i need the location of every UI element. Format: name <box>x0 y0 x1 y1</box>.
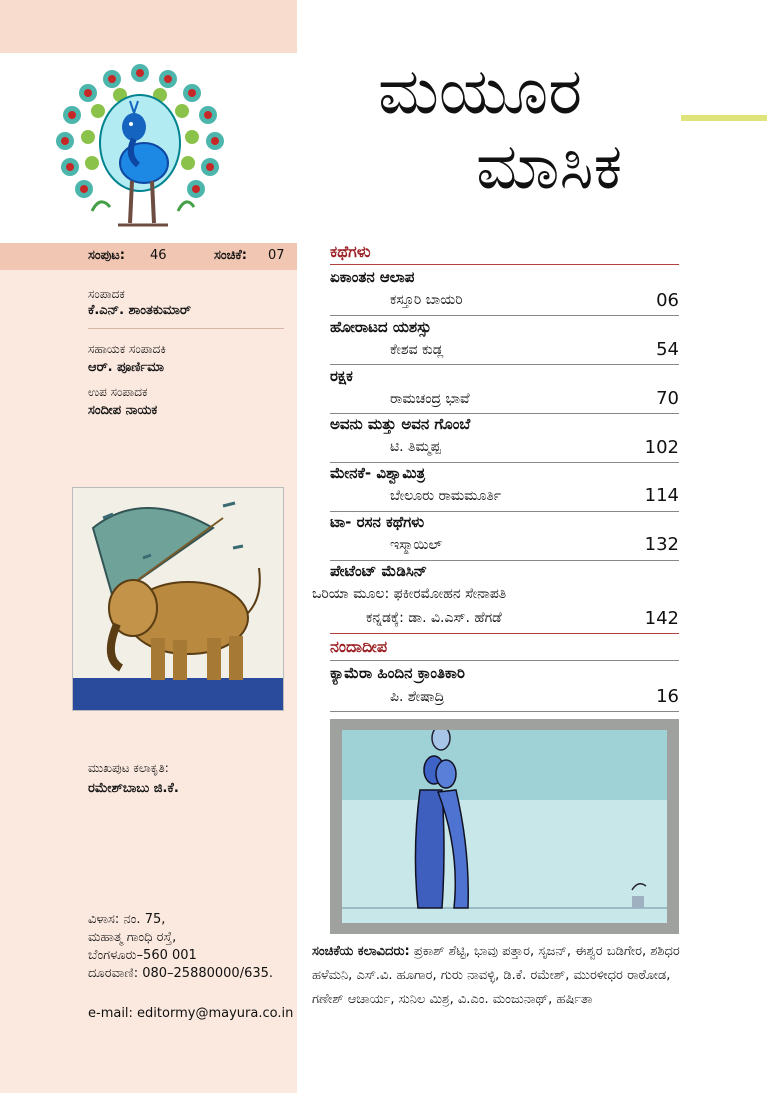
figures-painting <box>342 730 667 923</box>
stories-heading-rule <box>330 264 679 265</box>
assistant-editor-name: ಆರ್. ಪೂರ್ಣಿಮಾ <box>88 360 165 375</box>
issue-artists <box>312 940 684 1012</box>
toc-divider <box>330 413 679 414</box>
toc-divider <box>330 462 679 463</box>
assistant-editor-role: ಸಹಾಯಕ ಸಂಪಾದಕಿ <box>88 342 166 356</box>
inside-artwork-frame <box>330 719 679 934</box>
nandadeepa-heading-rule <box>330 660 679 661</box>
toc-page-number: 70 <box>656 388 679 409</box>
sidebar-top-band <box>0 0 297 53</box>
toc-title: ಏಕಾಂತನ ಆಲಾಪ <box>330 268 415 286</box>
toc-page-number: 102 <box>644 437 679 458</box>
toc-title: ಮೇನಕೆ- ವಿಶ್ವಾಮಿತ್ರ <box>330 464 426 482</box>
toc-divider <box>330 633 679 634</box>
toc-author-original: ಒರಿಯಾ ಮೂಲ: ಫಕೀರಮೋಹನ ಸೇನಾಪತಿ <box>312 586 507 602</box>
cover-art-label: ಮುಖಪುಟ ಕಲಾಕೃತಿ: <box>88 761 169 775</box>
toc-divider <box>330 711 679 712</box>
sidebar-divider <box>88 328 284 329</box>
cover-artwork-elephant <box>72 487 284 711</box>
sub-editor-role: ಉಪ ಸಂಪಾದಕ <box>88 385 148 399</box>
toc-page-number: 142 <box>644 608 679 629</box>
toc-page-number: 06 <box>656 290 679 311</box>
toc-divider <box>330 560 679 561</box>
address-line-2: ಮಹಾತ್ಮ ಗಾಂಧಿ ರಸ್ತೆ, <box>88 930 177 945</box>
toc-title: ರಕ್ಷಕ <box>330 367 353 385</box>
elephant-painting <box>73 488 283 710</box>
toc-author: ಕೇಶವ ಕುಡ್ಲ <box>390 342 444 358</box>
cover-artist-name: ರಮೇಶ್‌ಬಾಬು ಜಿ.ಕೆ. <box>88 781 179 796</box>
toc-page-number: 132 <box>644 534 679 555</box>
toc-title: ಕ್ಯಾಮೆರಾ ಹಿಂದಿನ ಕ್ರಾಂತಿಕಾರಿ <box>330 664 465 682</box>
toc-title: ಟಾ- ರಸನ ಕಥೆಗಳು <box>330 513 425 531</box>
toc-title: ಅವನು ಮತ್ತು ಅವನ ಗೊಂಬೆ <box>330 415 471 433</box>
stories-heading: ಕಥೆಗಳು <box>330 242 371 261</box>
address-line-1: ವಿಳಾಸ: ನಂ. 75, <box>88 912 166 927</box>
sub-editor-name: ಸಂದೀಪ ನಾಯಕ <box>88 403 158 418</box>
masthead-title-line1: ಮಯೂರ <box>378 55 583 129</box>
masthead-title-line2: ಮಾಸಿಕ <box>476 130 623 204</box>
email-address: e-mail: editormy@mayura.co.in <box>88 1006 294 1021</box>
toc-page-number: 16 <box>656 686 679 707</box>
toc-divider <box>330 364 679 365</box>
volume-issue-bar <box>0 243 297 270</box>
accent-green-rule <box>681 115 767 121</box>
toc-page-number: 54 <box>656 339 679 360</box>
issue-artists-label: ಸಂಚಿಕೆಯ ಕಲಾವಿದರು: <box>312 944 410 959</box>
peacock-logo <box>0 53 297 243</box>
phone-number: ದೂರವಾಣಿ: 080–25880000/635. <box>88 966 274 981</box>
toc-author: ಇಸ್ಮಾಯಿಲ್ <box>390 537 443 553</box>
issue-label: ಸಂಚಿಕೆ: <box>214 248 247 263</box>
toc-author: ಬೇಲೂರು ರಾಮಮೂರ್ತಿ <box>390 488 502 504</box>
address-line-3: ಬೆಂಗಳೂರು–560 001 <box>88 948 197 963</box>
peacock-icon <box>0 53 297 243</box>
toc-author: ಪಿ. ಶೇಷಾದ್ರಿ <box>390 689 445 705</box>
issue-artists-names: ಪ್ರಕಾಶ್ ಶೆಟ್ಟಿ, ಭಾವು ಪತ್ತಾರ, ಸೃಜನ್, ಈಶ್ವರ ಬಡಿಗೇರ, ಶಶಿಧರ ಹಳೆಮನಿ, ಎಸ್.ವಿ. ಹೂಗಾರ, ಗುರು ನಾವಳ್ಳಿ, ಡಿ.ಕೆ. ರಮೇಶ್, ಮುರಳೀಧರ ರಾಠೋಡ, ಗಣೇಶ್ ಆಚಾರ್ಯ, ಸುನಿಲ ಮಿಶ್ರ, ವಿ.ಎಂ. ಮಂಜುನಾಥ್, ಹರ್ಷಿತಾ <box>312 944 680 1007</box>
toc-author: ಕಸ್ತೂರಿ ಬಾಯರಿ <box>390 292 463 308</box>
toc-divider <box>330 315 679 316</box>
toc-divider <box>330 511 679 512</box>
nandadeepa-heading: ನಂದಾದೀಪ <box>330 637 388 656</box>
toc-author: ರಾಮಚಂದ್ರ ಭಾವೆ <box>390 391 470 407</box>
toc-author: ಟಿ. ತಿಮ್ಮಪ್ಪ <box>390 439 441 455</box>
volume-label: ಸಂಪುಟ: <box>88 248 125 263</box>
editor-name: ಕೆ.ಎನ್. ಶಾಂತಕುಮಾರ್ <box>88 303 191 318</box>
inside-artwork-figures <box>342 730 667 923</box>
toc-title: ಹೋರಾಟದ ಯಶಸ್ಸು <box>330 318 432 336</box>
editor-role: ಸಂಪಾದಕ <box>88 287 125 301</box>
toc-author-translator: ಕನ್ನಡಕ್ಕೆ: ಡಾ. ವಿ.ಎಸ್. ಹೆಗಡೆ <box>366 610 502 626</box>
issue-value: 07 <box>268 248 285 263</box>
volume-value: 46 <box>150 248 167 263</box>
toc-page-number: 114 <box>644 485 679 506</box>
toc-title: ಪೇಟೆಂಟ್ ಮೆಡಿಸಿನ್ <box>330 562 427 580</box>
